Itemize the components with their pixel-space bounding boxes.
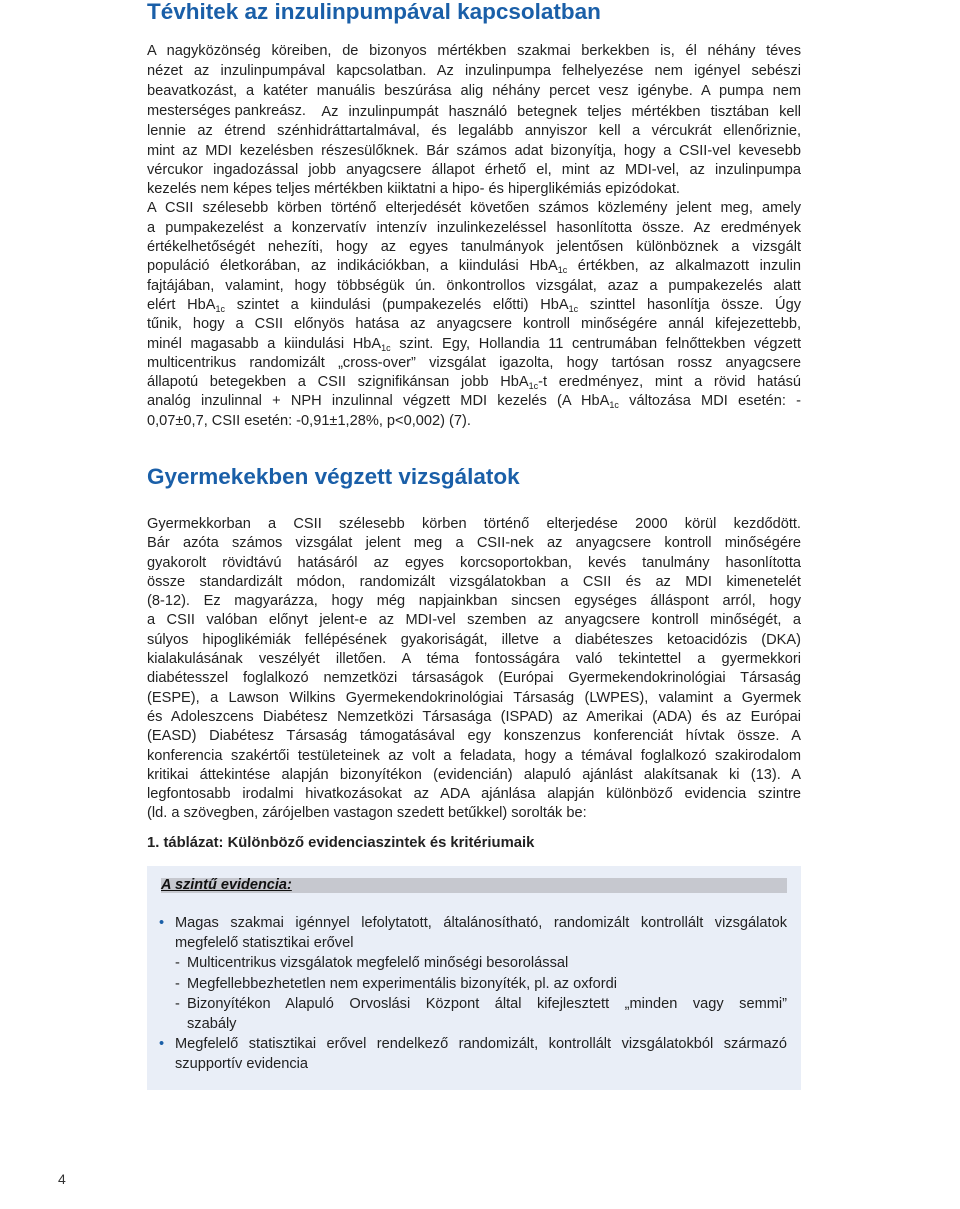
text-line: vércukor ingadozással jobb anyagcsere állapot érhető el, mint az MDI-vel, az inzulinpumpa bbox=[147, 161, 801, 178]
body-paragraph-1 bbox=[147, 103, 801, 431]
list-item bbox=[147, 1034, 801, 1074]
text-line: (8-12). Ez magyarázza, hogy még napjainkban sincsen egységes álláspont arról, hogy bbox=[147, 593, 801, 610]
evidence-criteria-list bbox=[147, 913, 801, 1075]
text-line: A CSII szélesebb körben történő elterjedését követően számos közlemény jelent meg, amely bbox=[147, 200, 801, 217]
section-title-misconceptions: Tévhitek az inzulinpumpával kapcsolatban bbox=[147, 0, 601, 24]
sub-item-text: Multicentrikus vizsgálatok megfelelő minőségi besorolással bbox=[187, 955, 569, 972]
text-line: (ld. a szövegben, zárójelben vastagon szedett betűkkel) sorolták be: bbox=[147, 805, 587, 822]
text-line: lennie az étrend szénhidráttartalmával, és legalább annyiszor kell a vércukrát ellenőriznie, bbox=[147, 123, 801, 140]
text-line: mesterséges pankreász. bbox=[147, 103, 306, 120]
text-line: és Adoleszcens Diabétesz Nemzetközi Társasága (ISPAD) az Amerikai (ADA) és az Európai bbox=[147, 708, 801, 725]
dash-icon: - bbox=[175, 975, 180, 992]
list-item-text: megfelelő statisztikai erővel bbox=[175, 935, 354, 952]
dash-icon: - bbox=[175, 995, 180, 1012]
text-line: nézet az inzulinpumpával kapcsolatban. Az inzulinpumpa felhelyezése nem igényel sebészi bbox=[147, 63, 801, 80]
text-line: fajtájában, valamint, hogy többségük ún. önkontrollos vizsgálat, azaz a pumpakezelés alatt bbox=[147, 277, 801, 294]
text-line: populáció életkorában, az indikációkban, a kiindulási HbA$_{1c}$ értékben, az alkalmazott inzulin bbox=[147, 258, 801, 276]
text-line: diabétesszel foglalkozó nemzetközi társaságok (Európai Gyermekendokrinológiai Társaság bbox=[147, 670, 801, 687]
evidence-level-header: A szintű evidencia: bbox=[161, 878, 787, 893]
text-line: konferencia szakértői testületeinek az volt a feladata, hogy a témával foglalkozó szakirodalom bbox=[147, 747, 801, 764]
body-paragraph-2 bbox=[147, 515, 801, 824]
sub-list-item bbox=[147, 974, 801, 994]
text-line: értékelhetőségét nehezíti, hogy az egyes tanulmányok jelentősen különböznek a vizsgált bbox=[147, 239, 801, 256]
text-line: a CSII valóban előnyt jelent-e az MDI-vel szemben az anyagcsere kontroll minőségét, a bbox=[147, 612, 801, 629]
text-line: tűnik, hogy a CSII előnyös hatása az anyagcsere kontroll minőségére annál kifejezettebb, bbox=[147, 316, 801, 333]
sub-item-text-line: Bizonyítékon Alapuló Orvoslási Központ által kifejlesztett „minden vagy semmi” bbox=[187, 995, 787, 1012]
text-line: 0,07±0,7, CSII esetén: -0,91±1,28%, p<0,002) (7). bbox=[147, 412, 471, 429]
text-line: minél magasabb a kiindulási HbA$_{1c}$ szint. Egy, Hollandia 11 centrumában felnőttekben végzett bbox=[147, 335, 802, 353]
text-line: analóg inzulinnal + NPH inzulinnal végzett MDI kezelés (A HbA$_{1c}$ változása MDI esetén: - bbox=[147, 393, 802, 411]
text-line: Az inzulinpumpát használó betegnek teljes mértékben tisztában kell bbox=[321, 104, 801, 120]
text-line: Gyermekkorban a CSII szélesebb körben történő elterjedése 2000 körül kezdődött. bbox=[147, 516, 801, 532]
text-line: kritikai áttekintése alapján bizonyítékon (evidencián) alapuló ajánlást alakítsanak ki (13). A bbox=[147, 766, 801, 783]
list-item-text: Magas szakmai igénnyel lefolytatott, általánosítható, randomizált kontrollált vizsgálatok bbox=[175, 915, 787, 931]
text-line: (ESPE), a Lawson Wilkins Gyermekendokrinológiai Társaság (LWPES), valamint a Gyermek bbox=[147, 689, 801, 706]
text-line: állapotú betegekben a CSII szignifikánsan jobb HbA$_{1c}$-t eredményez, mint a rövid hatású bbox=[147, 374, 801, 392]
text-line: A nagyközönség köreiben, de bizonyos mértékben szakmai berkekben is, él néhány téves bbox=[147, 43, 801, 59]
evidence-table bbox=[147, 866, 801, 1090]
list-item-text: Megfelelő statisztikai erővel rendelkező randomizált, kontrollált vizsgálatokból származó bbox=[175, 1036, 787, 1053]
table-caption: 1. táblázat: Különböző evidenciaszintek és kritériumaik bbox=[147, 835, 535, 851]
text-line: kezelés nem képes teljes mértékben kiiktatni a hipo- és hiperglikémiás epizódokat. bbox=[147, 181, 680, 198]
list-item-text: szupportív evidencia bbox=[175, 1056, 309, 1073]
sub-item-text: Megfellebbezhetetlen nem experimentális bizonyíték, pl. az oxfordi bbox=[187, 975, 617, 992]
text-line: a pumpakezelést a konzervatív intenzív inzulinkezeléssel hasonlította össze. Az eredmények bbox=[147, 219, 801, 236]
dash-icon: - bbox=[175, 955, 180, 972]
page-number: 4 bbox=[58, 1171, 66, 1187]
text-line: gyakorolt rövidtávú hatásáról az egyes korcsoportokban, kevés tanulmány hasonlította bbox=[147, 554, 801, 571]
text-line: súlyos hipoglikémiák fellépésének gyakoriságát, illetve a diabéteszes ketoacidózis (DKA) bbox=[147, 631, 801, 648]
text-line: mint az MDI kezelésben részesülőknek. Bár számos adat bizonyítja, hogy a CSII-vel kevesebb bbox=[147, 142, 801, 159]
sub-item-text bbox=[187, 994, 787, 1034]
text-line: Bár azóta számos vizsgálat jelent meg a CSII-nek az anyagcsere kontroll minőségére bbox=[147, 535, 801, 552]
bullet-icon: • bbox=[159, 915, 165, 931]
text-line: beavatkozást, a katéter manuális beszúrása alig néhány percet vesz igénybe. A pumpa nem bbox=[147, 83, 801, 100]
sub-list-item bbox=[147, 953, 801, 973]
text-line: kialakulásának veszélyét illetően. A téma fontosságára való tekintettel a gyermekkori bbox=[147, 651, 801, 668]
bullet-icon: • bbox=[159, 1036, 165, 1053]
sub-list-item bbox=[147, 994, 801, 1034]
sub-item-text-line: szabály bbox=[187, 1016, 237, 1033]
text-line: össze standardizált módon, randomizált vizsgálatokban a CSII és az MDI kimenetelét bbox=[147, 573, 801, 590]
text-line: legfontosabb irodalmi hivatkozásokat az ADA ajánlása alapján különböző evidencia szintre bbox=[147, 786, 801, 803]
section-title-children: Gyermekekben végzett vizsgálatok bbox=[147, 464, 520, 489]
text-line: multicentrikus randomizált „cross-over” vizsgálat igazolta, hogy tartósan rossz anyagcsere bbox=[147, 354, 801, 371]
text-line: (EASD) Diabétesz Társaság támogatásával egy konszenzus konferenciát hívtak össze. A bbox=[147, 728, 801, 745]
list-item bbox=[147, 913, 801, 953]
text-line: elért HbA$_{1c}$ szintet a kiindulási (pumpakezelés előtti) HbA$_{1c}$ szinttel hasonlítja össze. Úgy bbox=[147, 296, 801, 314]
